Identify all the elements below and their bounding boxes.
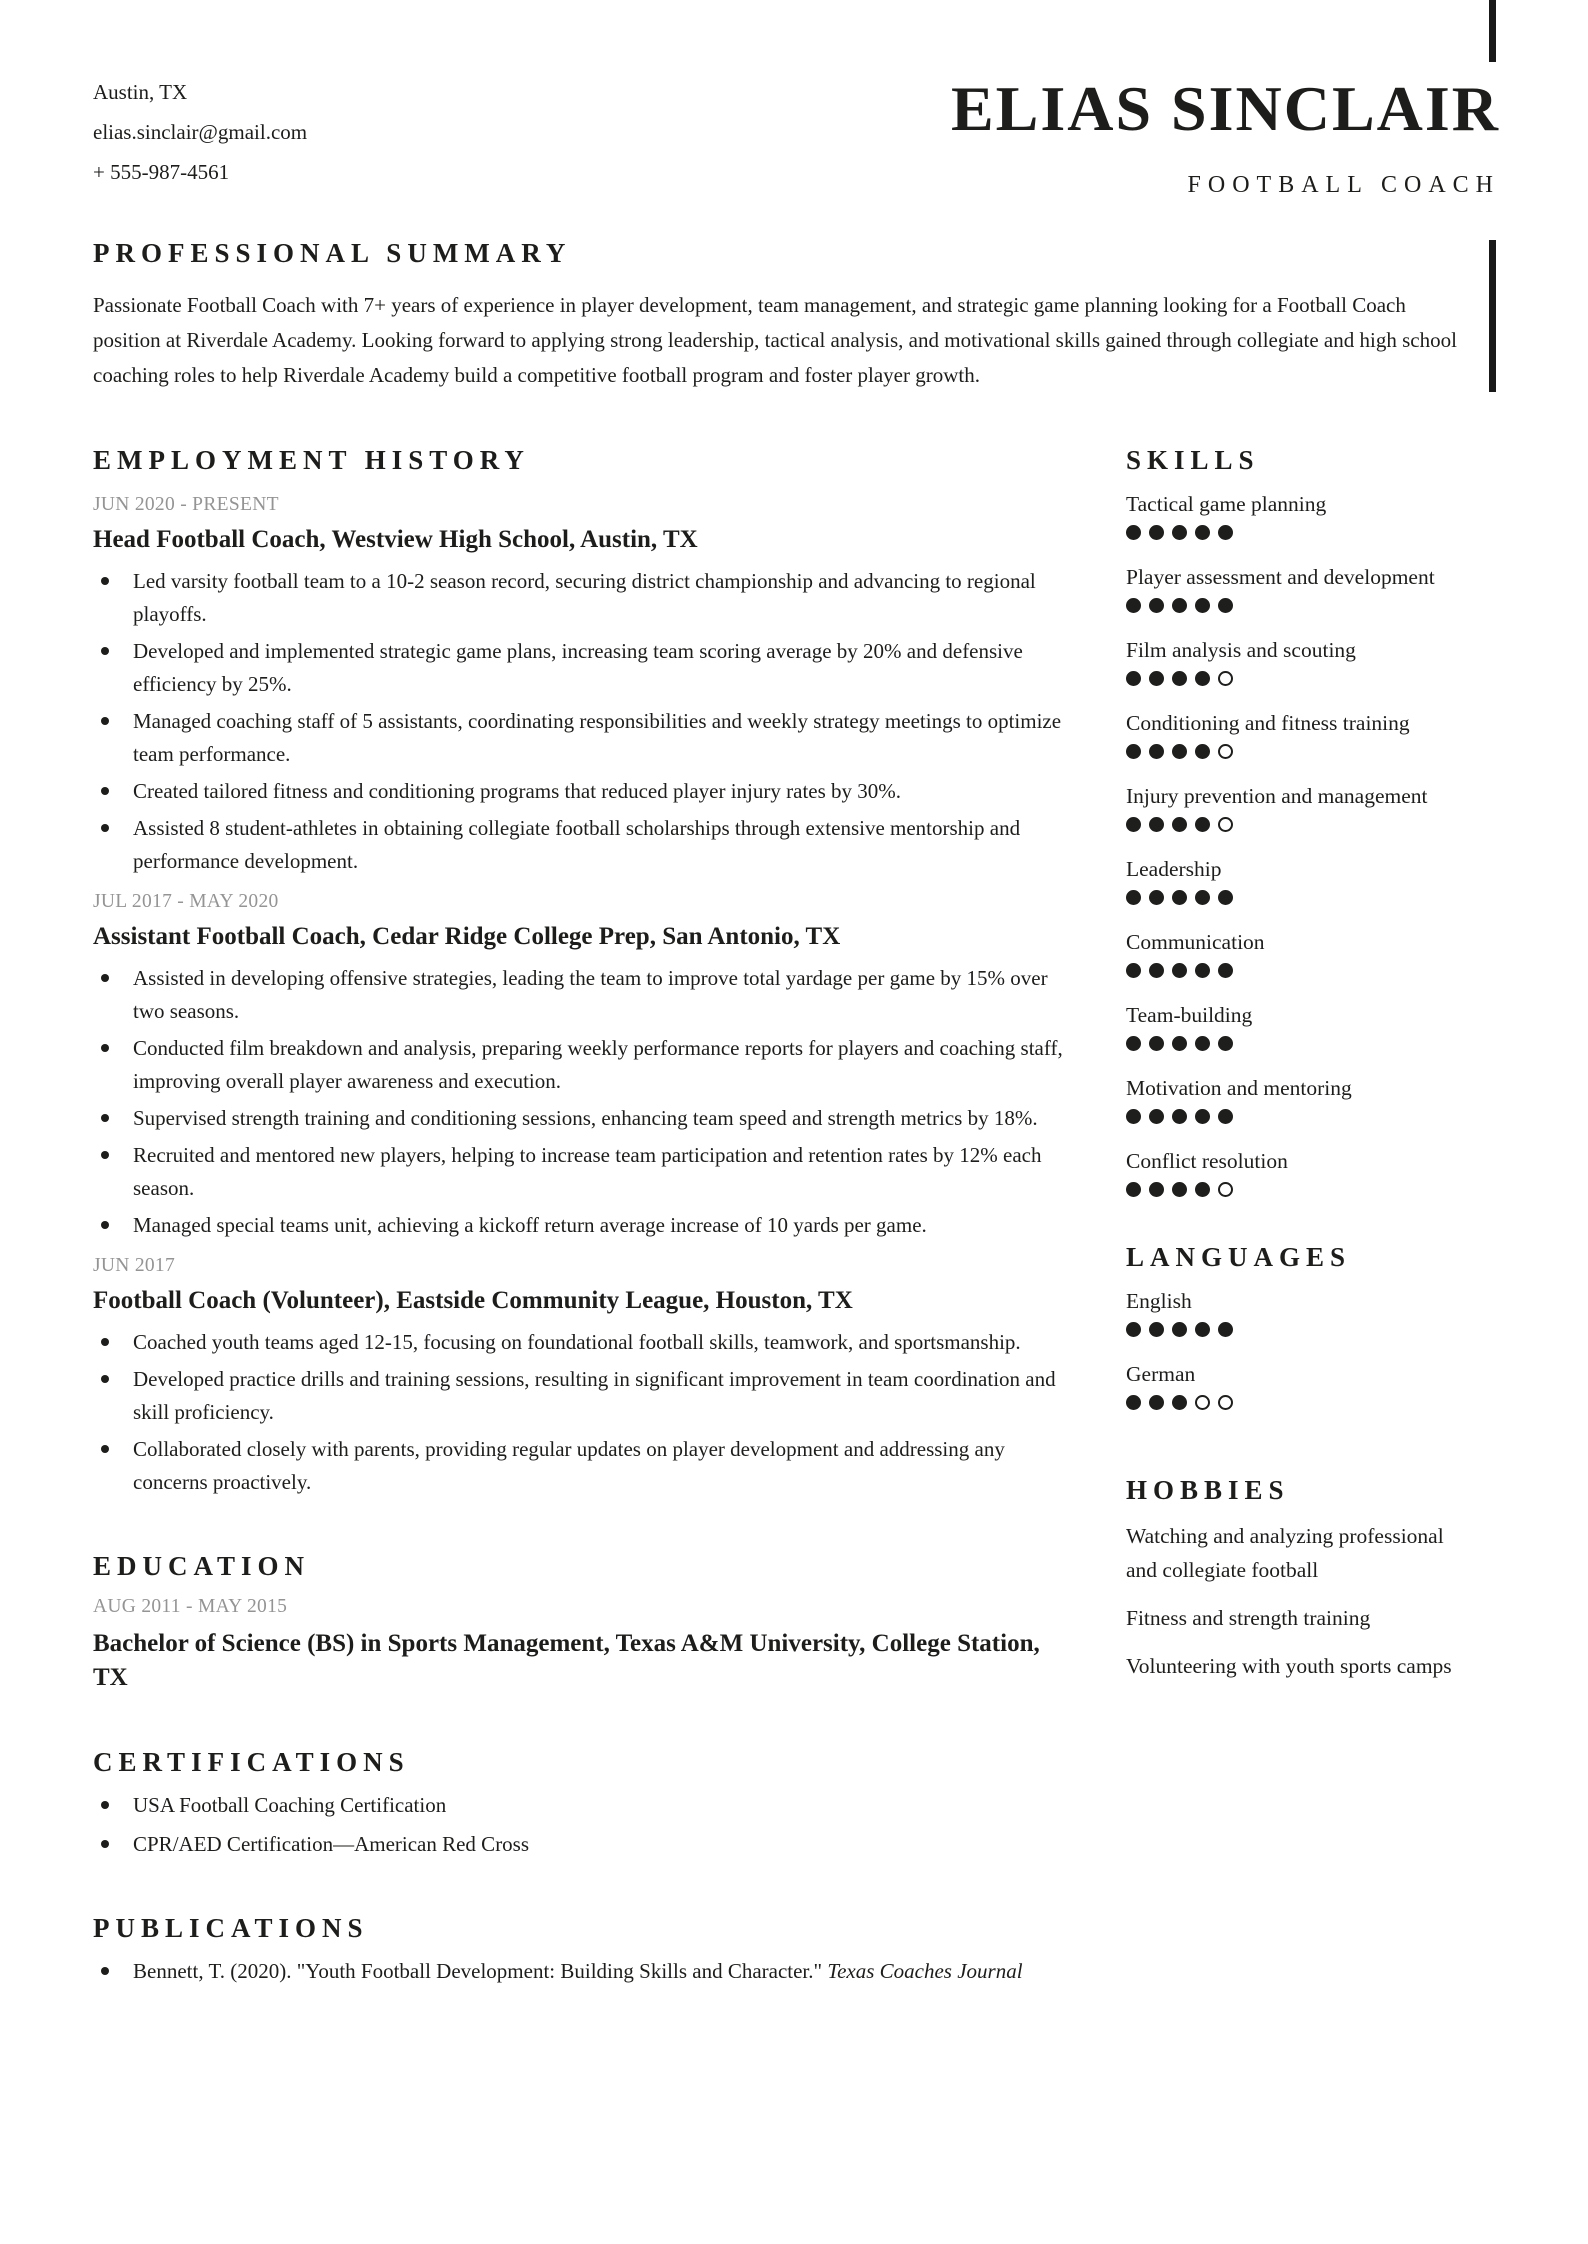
rating-dot-filled [1195,1182,1210,1197]
rating-dot-empty [1218,1182,1233,1197]
contact-phone: + 555-987-4561 [93,160,230,184]
skill-item [1126,1073,1500,1125]
skill-item [1126,1000,1500,1052]
skill-label: Leadership [1126,857,1222,881]
skill-label: Tactical game planning [1126,492,1327,516]
rating-dot-filled [1126,963,1141,978]
rating-dot-filled [1149,744,1164,759]
contact-location: Austin, TX [93,80,188,104]
rating-dot-filled [1218,1036,1233,1051]
rating-dot-filled [1126,1109,1141,1124]
rating-dot-filled [1172,963,1187,978]
rating-dot-empty [1195,1395,1210,1410]
skill-item [1126,854,1500,906]
skill-rating-dots [1126,963,1500,979]
job-entry [93,890,1078,1242]
rating-dot-filled [1126,744,1141,759]
skills-section [1126,445,1500,1198]
rating-dot-filled [1195,1109,1210,1124]
rating-dot-filled [1149,1036,1164,1051]
rating-dot-filled [1126,890,1141,905]
rating-dot-filled [1149,671,1164,686]
skill-rating-dots [1126,890,1500,906]
job-title: Football Coach (Volunteer), Eastside Community League, Houston, TX [93,1287,853,1314]
language-label: German [1126,1362,1196,1386]
rating-dot-filled [1149,890,1164,905]
skill-rating-dots [1126,744,1500,760]
hobby-item: Volunteering with youth sports camps [1126,1654,1452,1678]
rating-dot-filled [1195,598,1210,613]
professional-summary-section [93,238,1500,393]
job-bullet: Created tailored fitness and conditioning programs that reduced player injury rates by 30%. [93,775,1078,808]
skill-label: Injury prevention and management [1126,784,1428,808]
rating-dot-filled [1149,817,1164,832]
skill-item [1126,781,1500,833]
rating-dot-filled [1126,1036,1141,1051]
rating-dot-filled [1195,890,1210,905]
rating-dot-filled [1149,963,1164,978]
rating-dot-filled [1126,671,1141,686]
rating-dot-filled [1218,525,1233,540]
rating-dot-filled [1126,817,1141,832]
rating-dot-filled [1172,1395,1187,1410]
rating-dot-filled [1218,598,1233,613]
job-bullet: Coached youth teams aged 12-15, focusing on foundational football skills, teamwork, and sportsmanship. [93,1326,1078,1359]
skill-item [1126,635,1500,687]
rating-dot-filled [1218,1109,1233,1124]
skill-item [1126,562,1500,614]
header [93,64,1500,198]
contact-email: elias.sinclair@gmail.com [93,120,308,144]
rating-dot-filled [1195,1036,1210,1051]
skill-rating-dots [1126,671,1500,687]
skill-rating-dots [1126,525,1500,541]
candidate-job-title: FOOTBALL COACH [1187,172,1500,198]
job-bullet-list [93,1326,1078,1499]
job-bullet: Managed coaching staff of 5 assistants, coordinating responsibilities and weekly strategy meetings to optimize team performance. [93,705,1078,771]
rating-dot-filled [1149,598,1164,613]
rating-dot-empty [1218,671,1233,686]
rating-dot-filled [1195,963,1210,978]
certification-item: CPR/AED Certification—American Red Cross [93,1828,1078,1861]
certifications-section [93,1747,1078,1861]
rating-dot-filled [1172,671,1187,686]
rating-dot-filled [1195,744,1210,759]
skill-label: Player assessment and development [1126,565,1435,589]
skill-label: Communication [1126,930,1265,954]
hobby-item: Fitness and strength training [1126,1606,1371,1630]
job-dates: JUN 2017 [93,1255,176,1276]
publication-item [93,1955,1078,1988]
skill-label: Conflict resolution [1126,1149,1288,1173]
rating-dot-filled [1195,1322,1210,1337]
rating-dot-filled [1149,1109,1164,1124]
two-column-layout [93,445,1500,1994]
job-bullet: Managed special teams unit, achieving a kickoff return average increase of 10 yards per game. [93,1209,1078,1242]
skill-list [1126,489,1500,1198]
rating-dot-filled [1126,525,1141,540]
job-bullet: Supervised strength training and conditioning sessions, enhancing team speed and strength metrics by 18%. [93,1102,1078,1135]
rating-dot-filled [1172,525,1187,540]
language-item [1126,1359,1500,1411]
language-item [1126,1286,1500,1338]
hobbies-section [1126,1475,1500,1683]
education-heading: EDUCATION [93,1551,311,1581]
language-list [1126,1286,1500,1411]
rating-dot-filled [1172,1036,1187,1051]
skill-rating-dots [1126,817,1500,833]
professional-summary-heading: PROFESSIONAL SUMMARY [93,238,572,268]
education-dates: AUG 2011 - MAY 2015 [93,1596,288,1617]
education-degree: Bachelor of Science (BS) in Sports Management, Texas A&M University, College Station, TX [93,1630,1040,1691]
rating-dot-filled [1172,744,1187,759]
skill-rating-dots [1126,1109,1500,1125]
rating-dot-filled [1126,598,1141,613]
publications-heading: PUBLICATIONS [93,1913,369,1943]
publication-citation: Bennett, T. (2020). "Youth Football Development: Building Skills and Character." [133,1959,828,1983]
skill-label: Conditioning and fitness training [1126,711,1410,735]
rating-dot-empty [1218,817,1233,832]
skill-rating-dots [1126,1182,1500,1198]
language-label: English [1126,1289,1192,1313]
skill-label: Film analysis and scouting [1126,638,1356,662]
job-bullet: Conducted film breakdown and analysis, preparing weekly performance reports for players and coaching staff, improving overall player awareness and execution. [93,1032,1078,1098]
right-accent-bar-top [1489,0,1496,62]
rating-dot-filled [1126,1395,1141,1410]
rating-dot-filled [1172,890,1187,905]
skill-label: Motivation and mentoring [1126,1076,1352,1100]
professional-summary-text: Passionate Football Coach with 7+ years of experience in player development, team management, and strategic game planning looking for a Football Coach position at Riverdale Academy. Looking forward to applying strong leadership, tactical analysis, and motivational skills gained through collegiate and high school coaching roles to help Riverdale Academy build a competitive football program and foster player growth. [93,293,1457,387]
rating-dot-filled [1126,1322,1141,1337]
rating-dot-empty [1218,744,1233,759]
job-bullet-list [93,962,1078,1242]
rating-dot-filled [1218,963,1233,978]
languages-heading: LANGUAGES [1126,1242,1352,1272]
skill-item [1126,927,1500,979]
skills-heading: SKILLS [1126,445,1260,475]
certifications-heading: CERTIFICATIONS [93,1747,410,1777]
job-entry [93,1254,1078,1499]
job-title: Assistant Football Coach, Cedar Ridge College Prep, San Antonio, TX [93,923,841,950]
skill-label: Team-building [1126,1003,1253,1027]
rating-dot-filled [1195,525,1210,540]
rating-dot-filled [1172,817,1187,832]
rating-dot-empty [1218,1395,1233,1410]
left-column [93,445,1078,1994]
rating-dot-filled [1149,1322,1164,1337]
skill-item [1126,708,1500,760]
language-rating-dots [1126,1395,1500,1411]
language-rating-dots [1126,1322,1500,1338]
rating-dot-filled [1149,1395,1164,1410]
employment-history-section [93,445,1078,1499]
job-bullet: Recruited and mentored new players, helping to increase team participation and retention rates by 12% each season. [93,1139,1078,1205]
certification-item: USA Football Coaching Certification [93,1789,1078,1822]
hobby-list [1126,1519,1500,1683]
skill-item [1126,1146,1500,1198]
publications-section [93,1913,1078,1988]
job-dates: JUL 2017 - MAY 2020 [93,891,279,912]
job-entry [93,493,1078,878]
job-bullet-list [93,565,1078,878]
rating-dot-filled [1172,598,1187,613]
job-bullet: Developed practice drills and training sessions, resulting in significant improvement in team coordination and skill proficiency. [93,1363,1078,1429]
rating-dot-filled [1149,525,1164,540]
publication-journal: Texas Coaches Journal [827,1959,1023,1983]
rating-dot-filled [1218,1322,1233,1337]
rating-dot-filled [1172,1322,1187,1337]
rating-dot-filled [1149,1182,1164,1197]
job-bullet: Assisted in developing offensive strategies, leading the team to improve total yardage per game by 15% over two seasons. [93,962,1078,1028]
contact-block [93,64,307,192]
right-accent-bar-bottom [1489,240,1496,392]
job-dates: JUN 2020 - PRESENT [93,494,279,515]
hobby-item: Watching and analyzing professional and collegiate football [1126,1524,1444,1582]
skill-rating-dots [1126,598,1500,614]
rating-dot-filled [1195,817,1210,832]
job-list [93,493,1078,1499]
job-bullet: Developed and implemented strategic game plans, increasing team scoring average by 20% and defensive efficiency by 25%. [93,635,1078,701]
education-section [93,1551,1078,1695]
rating-dot-filled [1218,890,1233,905]
rating-dot-filled [1126,1182,1141,1197]
job-bullet: Assisted 8 student-athletes in obtaining collegiate football scholarships through extensive mentorship and performance development. [93,812,1078,878]
languages-section [1126,1242,1500,1411]
rating-dot-filled [1172,1109,1187,1124]
job-bullet: Collaborated closely with parents, providing regular updates on player development and addressing any concerns proactively. [93,1433,1078,1499]
candidate-name: ELIAS SINCLAIR [950,73,1500,144]
name-block [951,64,1500,198]
rating-dot-filled [1172,1182,1187,1197]
skill-rating-dots [1126,1036,1500,1052]
rating-dot-filled [1195,671,1210,686]
job-title: Head Football Coach, Westview High School, Austin, TX [93,526,698,553]
job-bullet: Led varsity football team to a 10-2 season record, securing district championship and advancing to regional playoffs. [93,565,1078,631]
skill-item [1126,489,1500,541]
hobbies-heading: HOBBIES [1126,1475,1290,1505]
certification-list [93,1789,1078,1861]
publication-list [93,1955,1078,1988]
employment-history-heading: EMPLOYMENT HISTORY [93,445,530,475]
right-column [1126,445,1500,1994]
